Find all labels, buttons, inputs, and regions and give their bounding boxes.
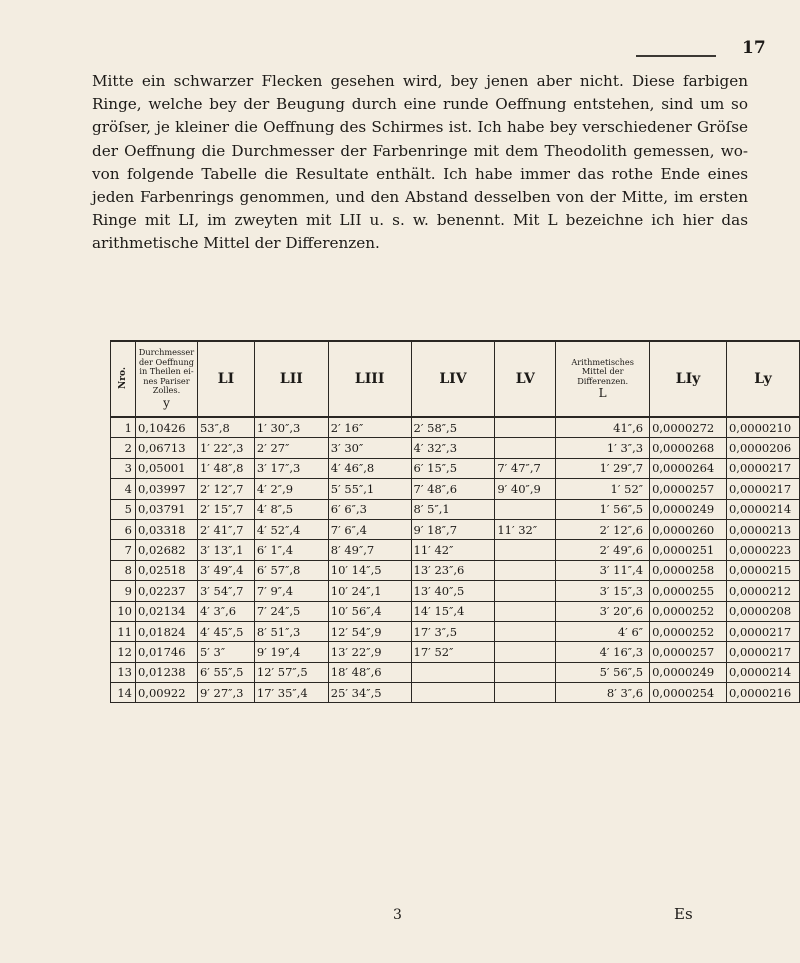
table-row [111,417,800,438]
cell-ly: 0,0000217 [726,642,799,662]
cell-nr: 9 [111,581,136,601]
cell-l1: 4′ 45″,5 [197,621,254,641]
cell-l1y: 0,0000252 [650,601,727,621]
cell-l3: 25′ 34″,5 [328,683,411,703]
cell-l2: 6′ 1″,4 [254,540,328,560]
cell-diameter: 0,01238 [135,662,197,682]
table-row [111,540,800,560]
measurement-table [110,340,800,703]
header-nro: Nro. [111,341,136,417]
cell-l1y: 0,0000251 [650,540,727,560]
table-row [111,662,800,682]
cell-ly: 0,0000216 [726,683,799,703]
cell-l5 [495,417,556,438]
cell-l1y: 0,0000272 [650,417,727,438]
cell-l2: 4′ 2″,9 [254,479,328,499]
cell-l1y: 0,0000255 [650,581,727,601]
cell-mean: 1′ 56″,5 [556,499,650,519]
cell-l1: 2′ 15″,7 [197,499,254,519]
cell-diameter: 0,00922 [135,683,197,703]
cell-l1y: 0,0000249 [650,499,727,519]
cell-l4: 8′ 5″,1 [411,499,495,519]
cell-nr: 10 [111,601,136,621]
cell-l2: 6′ 57″,8 [254,560,328,580]
cell-l1: 3′ 13″,1 [197,540,254,560]
cell-l4: 14′ 15″,4 [411,601,495,621]
cell-diameter: 0,03791 [135,499,197,519]
cell-l3: 7′ 6″,4 [328,519,411,539]
table-row [111,621,800,641]
cell-ly: 0,0000217 [726,479,799,499]
cell-l5 [495,438,556,458]
cell-diameter: 0,01824 [135,621,197,641]
cell-l1y: 0,0000257 [650,479,727,499]
cell-mean: 4′ 6″ [556,621,650,641]
cell-l1: 4′ 3″,6 [197,601,254,621]
cell-ly: 0,0000223 [726,540,799,560]
cell-l1y: 0,0000257 [650,642,727,662]
cell-l2: 8′ 51″,3 [254,621,328,641]
cell-l3: 10′ 14″,5 [328,560,411,580]
cell-nr: 7 [111,540,136,560]
cell-l3: 18′ 48″,6 [328,662,411,682]
cell-l4: 11′ 42″ [411,540,495,560]
cell-l5 [495,621,556,641]
cell-ly: 0,0000206 [726,438,799,458]
cell-l5 [495,499,556,519]
table-row [111,458,800,478]
header-mean: Arithmetisches Mittel der Differenzen. L [556,341,650,417]
cell-mean: 4′ 16″,3 [556,642,650,662]
cell-l1: 9′ 27″,3 [197,683,254,703]
table-row [111,601,800,621]
table-header-row [111,341,800,417]
table-body [111,417,800,703]
cell-l1: 2′ 12″,7 [197,479,254,499]
cell-l5 [495,601,556,621]
table-row [111,519,800,539]
cell-l3: 4′ 46″,8 [328,458,411,478]
table-row [111,499,800,519]
cell-l1y: 0,0000252 [650,621,727,641]
table-row [111,560,800,580]
cell-l5 [495,540,556,560]
cell-l3: 12′ 54″,9 [328,621,411,641]
cell-nr: 14 [111,683,136,703]
cell-l3: 6′ 6″,3 [328,499,411,519]
cell-l1y: 0,0000260 [650,519,727,539]
cell-l4: 4′ 32″,3 [411,438,495,458]
cell-l2: 3′ 17″,3 [254,458,328,478]
cell-l2: 7′ 24″,5 [254,601,328,621]
header-l1y: LIy [650,341,727,417]
cell-nr: 13 [111,662,136,682]
cell-diameter: 0,10426 [135,417,197,438]
cell-diameter: 0,03318 [135,519,197,539]
cell-diameter: 0,03997 [135,479,197,499]
header-ly: Ly [726,341,799,417]
cell-nr: 3 [111,458,136,478]
cell-l3: 2′ 16″ [328,417,411,438]
footer-catchword: Es [674,905,693,923]
cell-nr: 1 [111,417,136,438]
cell-l2: 12′ 57″,5 [254,662,328,682]
cell-l2: 1′ 30″,3 [254,417,328,438]
cell-l4: 2′ 58″,5 [411,417,495,438]
cell-l2: 4′ 8″,5 [254,499,328,519]
cell-l4 [411,683,495,703]
cell-nr: 4 [111,479,136,499]
cell-nr: 6 [111,519,136,539]
cell-l5 [495,642,556,662]
cell-diameter: 0,02237 [135,581,197,601]
cell-mean: 8′ 3″,6 [556,683,650,703]
cell-diameter: 0,01746 [135,642,197,662]
cell-ly: 0,0000208 [726,601,799,621]
cell-ly: 0,0000217 [726,621,799,641]
cell-ly: 0,0000215 [726,560,799,580]
table-row [111,642,800,662]
cell-l4: 17′ 3″,5 [411,621,495,641]
cell-l5 [495,662,556,682]
cell-l4: 13′ 23″,6 [411,560,495,580]
cell-mean: 3′ 20″,6 [556,601,650,621]
cell-l3: 10′ 24″,1 [328,581,411,601]
cell-l1: 3′ 49″,4 [197,560,254,580]
cell-l4: 6′ 15″,5 [411,458,495,478]
cell-mean: 1′ 52″ [556,479,650,499]
cell-mean: 1′ 29″,7 [556,458,650,478]
cell-l2: 7′ 9″,4 [254,581,328,601]
cell-l2: 9′ 19″,4 [254,642,328,662]
header-l2: LII [254,341,328,417]
cell-nr: 5 [111,499,136,519]
cell-l4: 9′ 18″,7 [411,519,495,539]
cell-l2: 17′ 35″,4 [254,683,328,703]
cell-mean: 3′ 15″,3 [556,581,650,601]
table-row [111,479,800,499]
cell-l5: 7′ 47″,7 [495,458,556,478]
cell-ly: 0,0000214 [726,499,799,519]
cell-l4: 7′ 48″,6 [411,479,495,499]
cell-diameter: 0,05001 [135,458,197,478]
cell-l4 [411,662,495,682]
cell-l5: 9′ 40″,9 [495,479,556,499]
cell-l1: 5′ 3″ [197,642,254,662]
cell-l5 [495,581,556,601]
cell-diameter: 0,02134 [135,601,197,621]
cell-diameter: 0,02518 [135,560,197,580]
cell-l1: 1′ 48″,8 [197,458,254,478]
cell-nr: 2 [111,438,136,458]
cell-ly: 0,0000212 [726,581,799,601]
footer-signature: 3 [393,907,402,923]
table-row [111,581,800,601]
cell-l3: 8′ 49″,7 [328,540,411,560]
cell-l1y: 0,0000249 [650,662,727,682]
cell-l3: 5′ 55″,1 [328,479,411,499]
cell-ly: 0,0000213 [726,519,799,539]
cell-mean: 3′ 11″,4 [556,560,650,580]
cell-l1: 3′ 54″,7 [197,581,254,601]
cell-diameter: 0,02682 [135,540,197,560]
table-row [111,683,800,703]
cell-nr: 12 [111,642,136,662]
cell-l1y: 0,0000254 [650,683,727,703]
cell-l3: 3′ 30″ [328,438,411,458]
cell-l2: 4′ 52″,4 [254,519,328,539]
cell-mean: 2′ 49″,6 [556,540,650,560]
cell-l5: 11′ 32″ [495,519,556,539]
cell-l3: 13′ 22″,9 [328,642,411,662]
cell-l1y: 0,0000264 [650,458,727,478]
cell-mean: 5′ 56″,5 [556,662,650,682]
cell-l4: 17′ 52″ [411,642,495,662]
cell-l5 [495,683,556,703]
cell-l1: 53″,8 [197,417,254,438]
cell-l4: 13′ 40″,5 [411,581,495,601]
cell-diameter: 0,06713 [135,438,197,458]
cell-ly: 0,0000214 [726,662,799,682]
header-diameter: Durchmesser der Oeffnung in Theilen ei- nes Pariser Zolles. y [135,341,197,417]
cell-l3: 10′ 56″,4 [328,601,411,621]
cell-nr: 11 [111,621,136,641]
cell-l1y: 0,0000268 [650,438,727,458]
cell-nr: 8 [111,560,136,580]
cell-l1: 1′ 22″,3 [197,438,254,458]
body-paragraph: Mitte ein schwarzer Flecken gesehen wird, bey jenen aber nicht. Diese farbigen Ringe, welche bey der Beugung durch eine runde Oeffnung entstehen, sind um so gröſser, je kleiner die Oeffnung des Schirmes ist. Ich habe bey verschiedener Gröſse der Oeffnung die Durchmesser der Farbenringe mit dem Theodolith gemessen, wo- von folgende Tabelle die Resultate enthält. Ich habe immer das rothe Ende eines jeden Farbenrings genommen, und den Abstand desselben von der Mitte, im ersten Ringe mit LI, im zweyten mit LII u. s. w. benennt. Mit L bezeichne ich hier das arithmetische Mittel der Differenzen. [92,72,748,253]
header-l3: LIII [328,341,411,417]
header-l5: LV [495,341,556,417]
cell-ly: 0,0000217 [726,458,799,478]
cell-l1: 6′ 55″,5 [197,662,254,682]
cell-l2: 2′ 27″ [254,438,328,458]
page-number: 17 [742,38,766,58]
header-l1: LI [197,341,254,417]
cell-mean: 2′ 12″,6 [556,519,650,539]
header-l4: LIV [411,341,495,417]
header-rule [636,55,716,57]
cell-mean: 41″,6 [556,417,650,438]
cell-l5 [495,560,556,580]
cell-l1: 2′ 41″,7 [197,519,254,539]
cell-mean: 1′ 3″,3 [556,438,650,458]
table-row [111,438,800,458]
cell-ly: 0,0000210 [726,417,799,438]
cell-l1y: 0,0000258 [650,560,727,580]
